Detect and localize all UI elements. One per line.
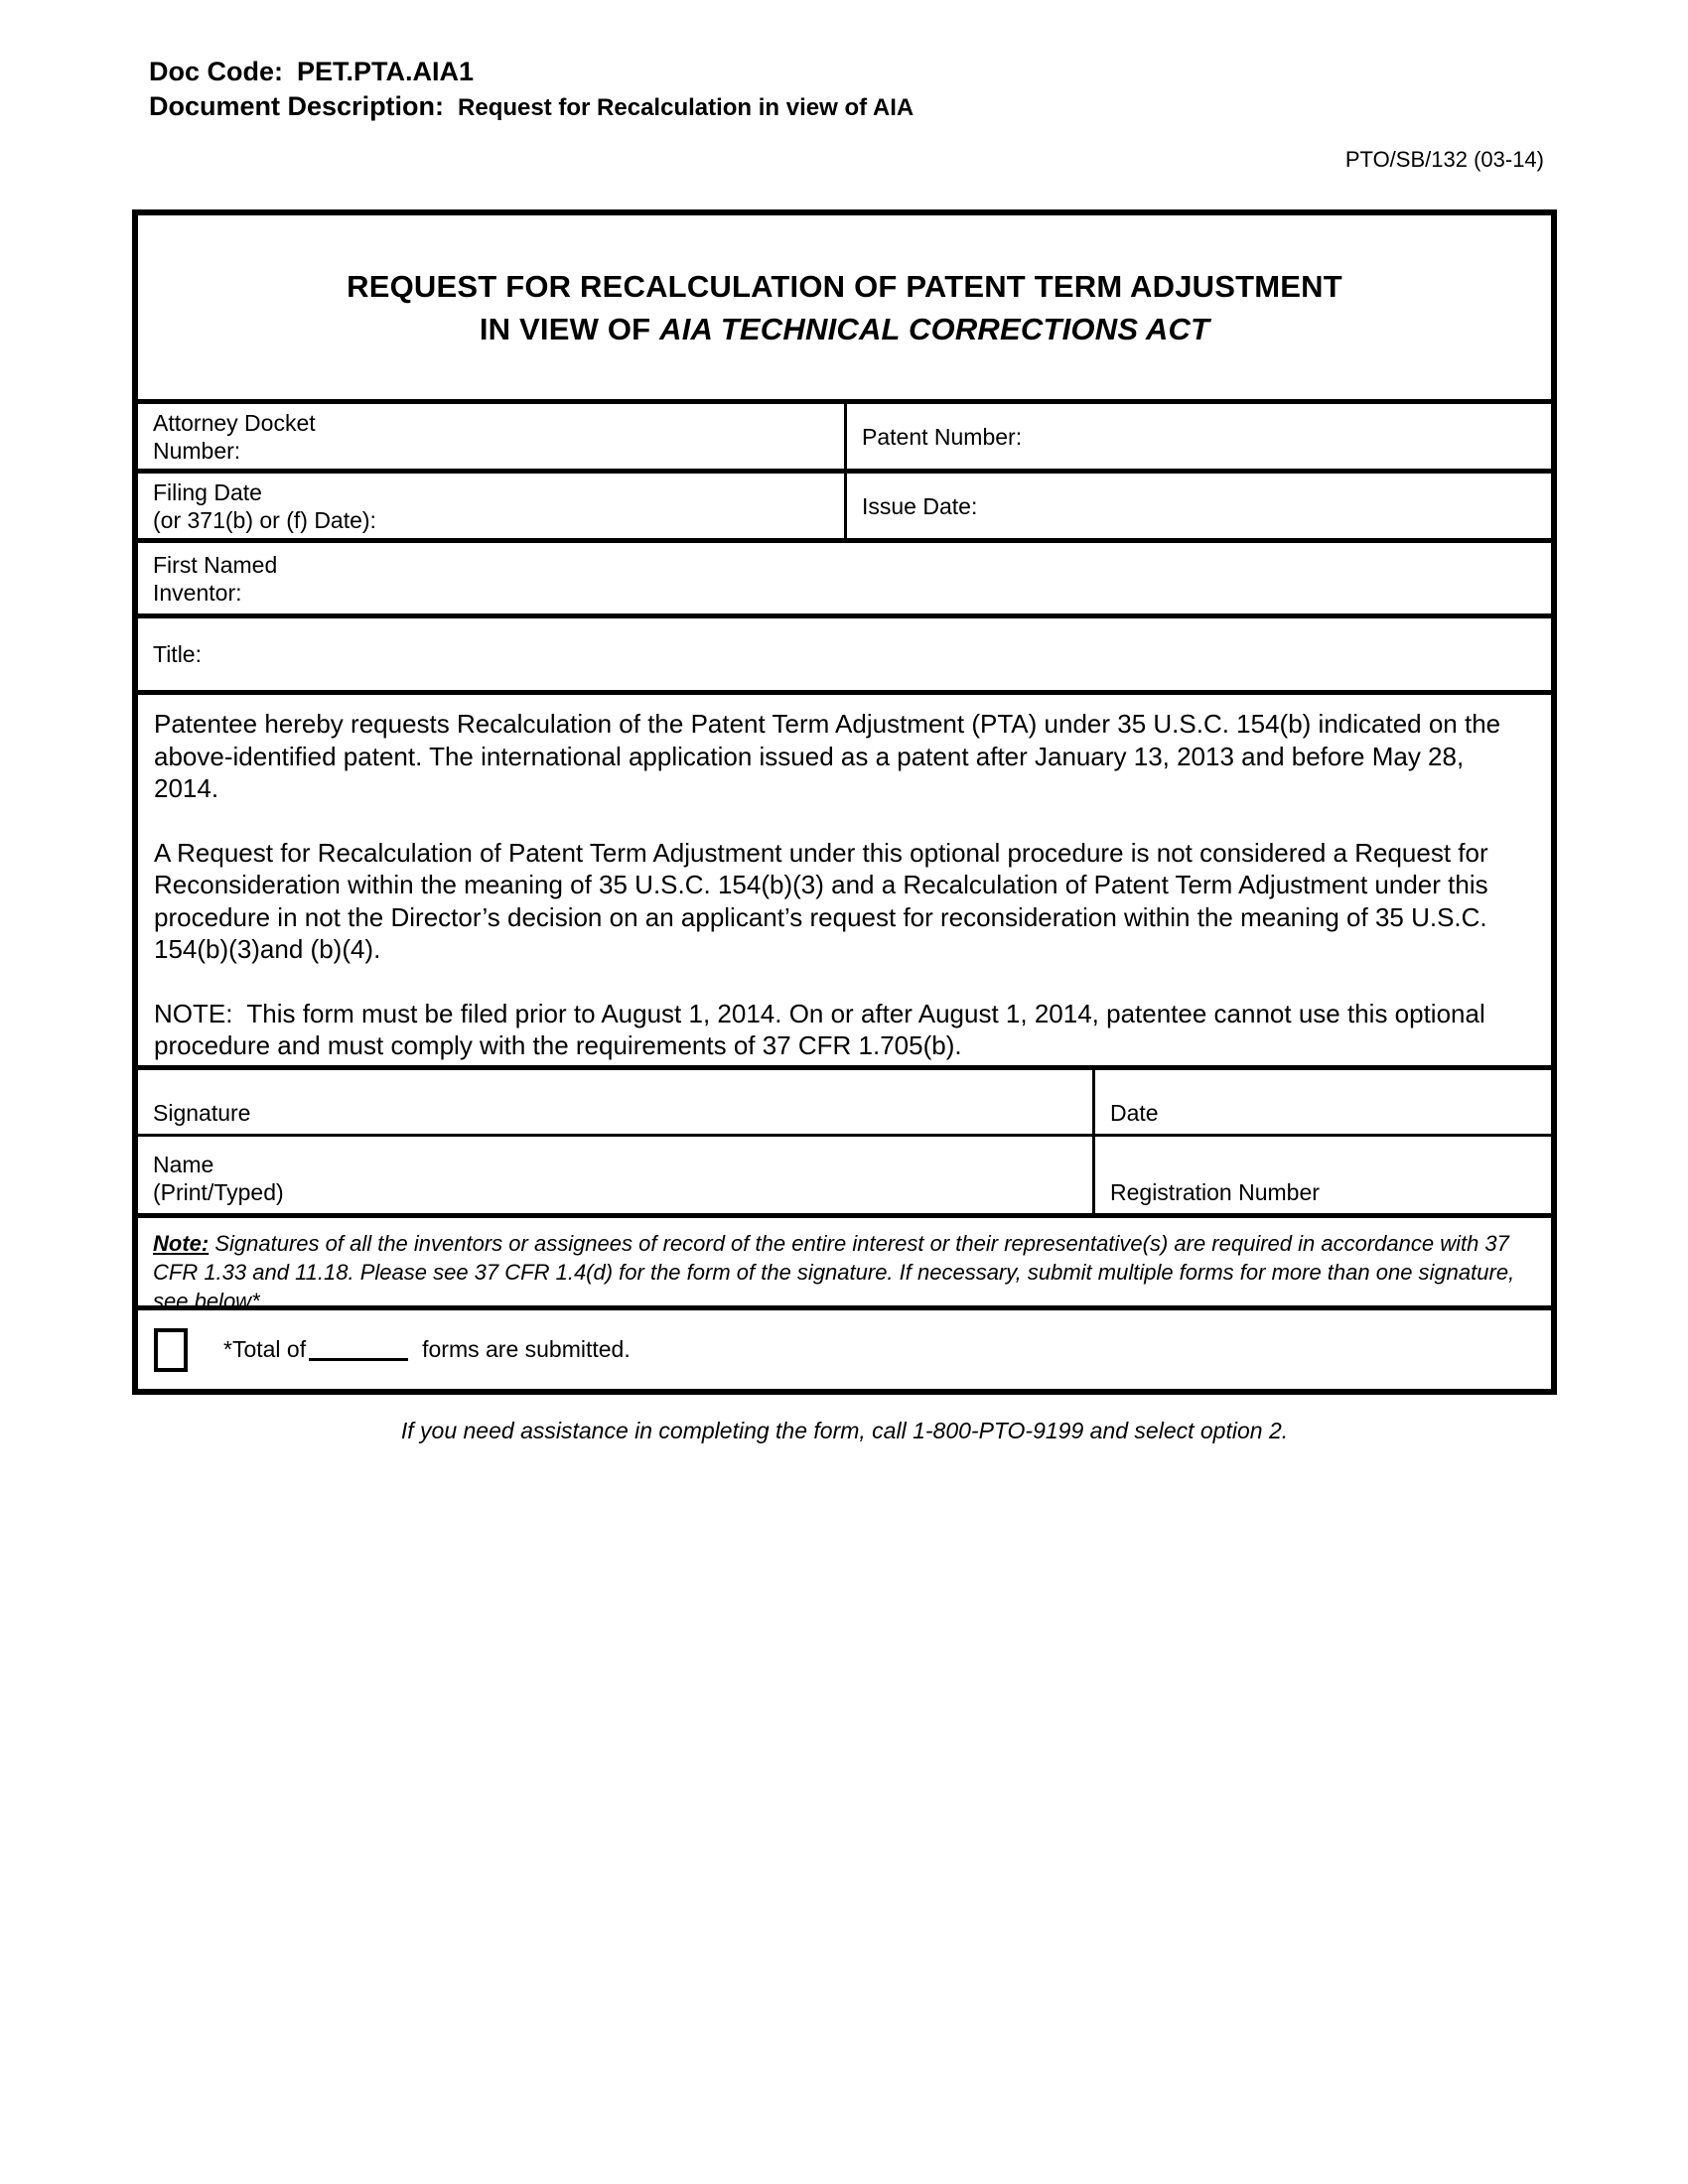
total-of-text: *Total of (223, 1336, 307, 1362)
patent-number-label: Patent Number: (862, 423, 1023, 450)
doc-description-value: Request for Recalculation in view of AIA (458, 94, 914, 121)
issue-date-field[interactable] (844, 474, 1551, 538)
body-paragraph-3: NOTE: This form must be filed prior to August 1, 2014. On or after August 1, 2014, patentee cannot use this optional procedure and must comply with the requirements of 37 CFR 1.705(b). (154, 998, 1492, 1060)
first-named-inventor-label: First Named Inventor: (153, 551, 278, 606)
row-signature-date (138, 1070, 1551, 1137)
registration-number-field[interactable] (1092, 1137, 1551, 1213)
body-text-section (138, 695, 1551, 1070)
total-forms-count-blank[interactable] (309, 1339, 408, 1361)
row-docket-patent (138, 404, 1551, 474)
title-label: Title: (153, 641, 202, 667)
form-title-line2-prefix: IN VIEW OF (479, 311, 660, 346)
note-text: Signatures of all the inventors or assignees of record of the entire interest or their representative(s) are required in accordance with 37 CFR 1.33 and 11.18. Please see 37 CFR 1.4(d) for the form of the signature. If necessary, submit multiple forms for more than one signature, see below*. (153, 1231, 1515, 1313)
body-paragraph-1: Patentee hereby requests Recalculation of the Patent Term Adjustment (PTA) under 35 U.S.C. 154(b) indicated on the above-identified patent. The international application issued as a patent after January 13, 2013 and before May 28, 2014. (154, 709, 1508, 803)
form-title-section (138, 215, 1551, 404)
form-title-line2 (480, 308, 1209, 350)
document-header (149, 55, 914, 125)
registration-number-label: Registration Number (1110, 1179, 1320, 1205)
attorney-docket-label: Attorney Docket Number: (153, 409, 316, 464)
row-name-registration (138, 1137, 1551, 1218)
name-field[interactable] (138, 1137, 1092, 1213)
signature-label: Signature (153, 1100, 251, 1126)
doc-code-label: Doc Code: (149, 57, 283, 86)
body-paragraph-2: A Request for Recalculation of Patent Term Adjustment under this optional procedure is not considered a Request for Reconsideration within the meaning of 35 U.S.C. 154(b)(3) and a Recalculation of Patent Term Adjustment under this procedure in not the Director’s decision on an applicant’s request for reconsideration within the meaning of 35 U.S.C. 154(b)(3)and (b)(4). (154, 837, 1495, 964)
attorney-docket-field[interactable] (138, 404, 844, 469)
doc-code-line (149, 55, 914, 89)
form-box (132, 209, 1557, 1395)
total-forms-section (138, 1310, 1551, 1389)
doc-code-value: PET.PTA.AIA1 (297, 57, 475, 86)
date-field[interactable] (1092, 1070, 1551, 1134)
signature-note-section (138, 1218, 1551, 1313)
doc-description-label: Document Description: (149, 91, 445, 121)
row-filing-issue (138, 474, 1551, 543)
patent-number-field[interactable] (844, 404, 1551, 469)
signature-field[interactable] (138, 1070, 1092, 1134)
doc-description-line (149, 89, 914, 125)
form-title-line2-italic: AIA TECHNICAL CORRECTIONS ACT (659, 311, 1210, 346)
date-label: Date (1110, 1100, 1159, 1126)
filing-date-field[interactable] (138, 474, 844, 538)
row-title (138, 618, 1551, 695)
note-label: Note: (153, 1231, 210, 1256)
first-named-inventor-field[interactable] (138, 543, 1551, 614)
name-label: Name (Print/Typed) (153, 1152, 284, 1205)
total-forms-checkbox[interactable] (154, 1328, 188, 1372)
forms-submitted-text: forms are submitted. (422, 1336, 631, 1362)
form-number: PTO/SB/132 (03-14) (1344, 147, 1544, 172)
form-title-line1: REQUEST FOR RECALCULATION OF PATENT TERM ADJUSTMENT (347, 268, 1342, 304)
title-field[interactable] (138, 618, 1551, 690)
issue-date-label: Issue Date: (862, 492, 978, 519)
filing-date-label: Filing Date (or 371(b) or (f) Date): (153, 478, 376, 533)
row-inventor (138, 543, 1551, 618)
assistance-text: If you need assistance in completing the form, call 1-800-PTO-9199 and select option 2. (400, 1418, 1289, 1443)
